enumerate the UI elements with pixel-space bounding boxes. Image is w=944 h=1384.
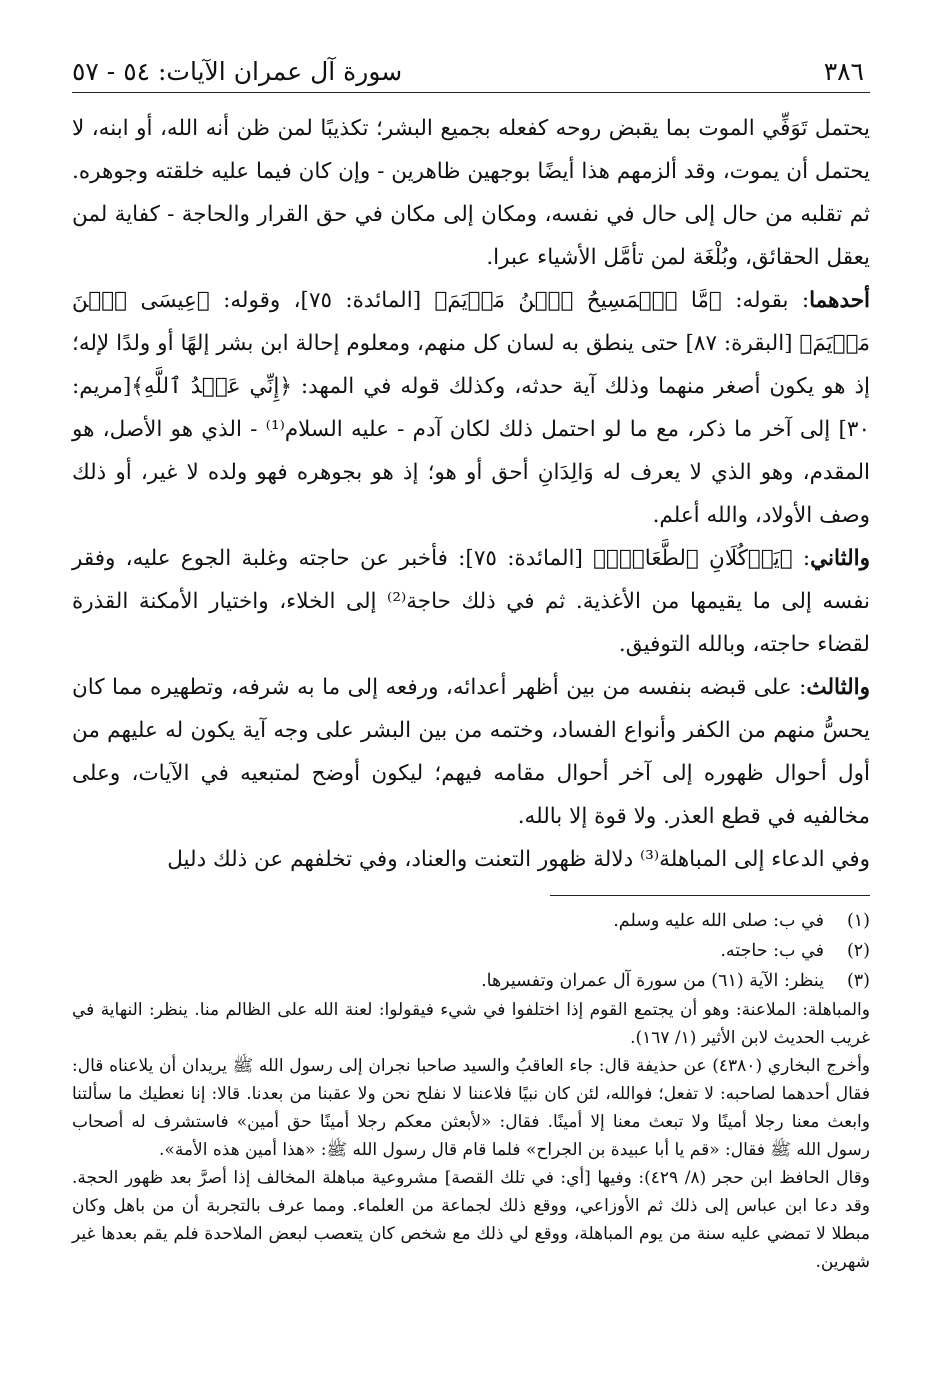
footnote-paragraph-bukhari: وأخرج البخاري (٤٣٨٠) عن حذيفة قال: جاء العاقبُ والسيد صاحبا نجران إلى رسول الله ﷺ يريدان أن يلاعناه قال: فقال أحدهما لصاحبه: لا تفعل؛ فوالله، لئن كان نبيًا فلاعننا لا نفلح نحن ولا عقبنا من بعدنا. قالا: إنا نعطيك ما سألتنا وابعث معنا رجلا أمينًا ولا تبعث معنا إلا أمينًا. فقال: «لأبعثن معكم رجلا أمينًا حق أمين» فاستشرف له أصحاب رسول الله ﷺ فقال: «قم يا أبا عبيدة بن الجراح» فلما قام قال رسول الله ﷺ: «هذا أمين هذه الأمة».	[72, 1056, 870, 1160]
footnote-divider	[550, 895, 870, 896]
first-point-text: : بقوله: ﴿مَّا ٱلۡمَسِيحُ ٱبۡنُ مَرۡيَمَ﴾ [المائدة: ٧٥]، وقوله: ﴿عِيسَى ٱبۡنَ مَرۡيَمَ﴾ [البقرة: ٨٧] حتى ينطق به لسان كل منهم، ومعلوم إحالة ابن بشر إلهًا أو ولدًا لإله؛ إذ هو يكون أصغر منهما وذلك آية حدثه، وكذلك قوله في المهد: ﴿إِنِّي عَبۡدُ ٱللَّهِ﴾[مريم: ٣٠] إلى آخر ما ذكر، مع ما لو احتمل ذلك لكان آدم - عليه السلام⁽¹⁾ - الذي هو الأصل، هو المقدم، وهو الذي لا يعرف له وَالِدَانِ أحق أو هو؛ إذ هو بجوهره فهو ولده لا غير، أو ذلك وصف الأولاد، والله أعلم.	[72, 288, 870, 528]
second-point-lead: والثاني	[810, 546, 870, 571]
book-page	[72, 52, 870, 1276]
third-point-text: : على قبضه بنفسه من بين أظهر أعدائه، ورفعه إلى ما به شرفه، وتطهيره مما كان يحسُّ منهم من الكفر وأنواع الفساد، وختمه من بين البشر على وجه آية يكون له عليهم من أول أحوال ظهوره إلى آخر أحوال مقامه فيهم؛ ليكون أوضح لمتبعيه في الآيات، وعلى مخالفيه في قطع العذر. ولا قوة إلا بالله.	[72, 675, 870, 829]
footnote-text: ينظر: الآية (٦١) من سورة آل عمران وتفسيرها.	[481, 971, 824, 991]
footnotes-section	[72, 906, 870, 1276]
footnote-paragraph-ibn-hajar: وقال الحافظ ابن حجر (٨/ ٤٢٩): وفيها [أي: في تلك القصة] مشروعية مباهلة المخالف إذا أصرَّ بعد ظهور الحجة. وقد دعا ابن عباس إلى ذلك ثم الأوزاعي، ووقع ذلك لجماعة من العلماء. ومما عرف بالتجربة أن من باهل وكان مبطلا لا تمضي عليه سنة من يوم المباهلة، ووقع لي ذلك مع شخص كان يتعصب لبعض الملاحدة فلم يقم بعدها غير شهرين.	[72, 1168, 870, 1272]
footnote-paragraph-mubahala: والمباهلة: الملاعنة: وهو أن يجتمع القوم إذا اختلفوا في شيء فيقولوا: لعنة الله على الظالم منا. ينظر: النهاية في غريب الحديث لابن الأثير (١/ ١٦٧).	[72, 1000, 870, 1048]
footnote-text: في ب: صلى الله عليه وسلم.	[613, 911, 824, 931]
first-point-lead: أحدهما	[809, 288, 870, 313]
footnote-number: (٣)	[846, 971, 870, 991]
page-number: ٣٨٦	[823, 57, 864, 86]
footnote-item	[72, 936, 870, 966]
first-point-paragraph	[72, 279, 870, 537]
page-header	[72, 52, 870, 93]
second-point-paragraph	[72, 537, 870, 666]
footnote-item	[72, 906, 870, 936]
surah-title: سورة آل عمران الآيات: ٥٤ - ٥٧	[72, 57, 403, 86]
main-text	[72, 107, 870, 881]
footnote-item	[72, 966, 870, 996]
intro-paragraph: يحتمل تَوَفِّي الموت بما يقبض روحه كفعله بجميع البشر؛ تكذيبًا لمن ظن أنه الله، أو ابنه، لا يحتمل أن يموت، وقد ألزمهم هذا أيضًا بوجهين ظاهرين - وإن كان فيما عليه خلقته وجوهره. ثم تقلبه من حال إلى حال في نفسه، ومكان إلى مكان في حق القرار والحاجة - كفاية لمن يعقل الحقائق، وبُلْغَة لمن تأمَّل الأشياء عبرا.	[72, 116, 870, 270]
closing-paragraph: وفي الدعاء إلى المباهلة⁽³⁾ دلالة ظهور التعنت والعناد، وفي تخلفهم عن ذلك دليل	[167, 847, 870, 872]
third-point-lead: والثالث	[806, 675, 870, 700]
footnote-number: (٢)	[846, 941, 870, 961]
third-point-paragraph	[72, 666, 870, 838]
second-point-text: : ﴿يَأۡكُلَانِ ٱلطَّعَامَۗ﴾ [المائدة: ٧٥]: فأخبر عن حاجته وغلبة الجوع عليه، وفقر نفسه إلى ما يقيمها من الأغذية. ثم في ذلك حاجة⁽²⁾ إلى الخلاء، واختيار الأمكنة القذرة لقضاء حاجته، وبالله التوفيق.	[72, 546, 870, 657]
footnote-text: في ب: حاجته.	[720, 941, 824, 961]
footnote-number: (١)	[846, 911, 870, 931]
